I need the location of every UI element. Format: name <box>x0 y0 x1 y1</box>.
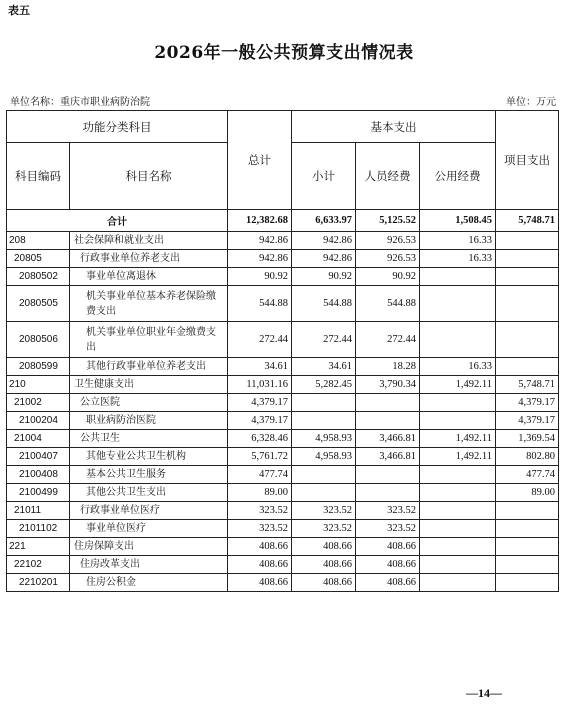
code-cell: 21011 <box>7 502 70 520</box>
name-cell: 事业单位离退休 <box>70 268 228 286</box>
name-cell: 其他专业公共卫生机构 <box>70 448 228 466</box>
name-cell: 住房保障支出 <box>70 538 228 556</box>
table-row <box>7 394 559 412</box>
table-row <box>7 430 559 448</box>
table-row <box>7 358 559 376</box>
table-row <box>7 232 559 250</box>
code-cell: 2080502 <box>7 268 70 286</box>
table-row <box>7 268 559 286</box>
project-cell: 4,379.17 <box>496 412 559 430</box>
code-cell: 2100204 <box>7 412 70 430</box>
personnel-cell: 323.52 <box>356 520 420 538</box>
total-cell: 6,328.46 <box>228 430 292 448</box>
name-cell: 基本公共卫生服务 <box>70 466 228 484</box>
code-cell: 2210201 <box>7 574 70 592</box>
public-cell <box>420 574 496 592</box>
code-cell: 208 <box>7 232 70 250</box>
code-cell: 2100499 <box>7 484 70 502</box>
public-cell: 1,492.11 <box>420 448 496 466</box>
project-cell <box>496 232 559 250</box>
total-cell: 4,379.17 <box>228 412 292 430</box>
table-row <box>7 466 559 484</box>
name-cell: 社会保障和就业支出 <box>70 232 228 250</box>
project-cell: 477.74 <box>496 466 559 484</box>
personnel-cell: 408.66 <box>356 574 420 592</box>
table-row <box>7 448 559 466</box>
public-cell <box>420 394 496 412</box>
total-project: 5,748.71 <box>496 210 559 232</box>
name-cell: 公立医院 <box>70 394 228 412</box>
code-cell: 21002 <box>7 394 70 412</box>
total-cell: 272.44 <box>228 322 292 358</box>
name-cell: 机关事业单位职业年金缴费支出 <box>70 322 228 358</box>
code-cell: 2101102 <box>7 520 70 538</box>
subtotal-cell: 942.86 <box>292 250 356 268</box>
personnel-cell: 272.44 <box>356 322 420 358</box>
code-cell: 2080506 <box>7 322 70 358</box>
subtotal-cell: 5,282.45 <box>292 376 356 394</box>
personnel-cell: 926.53 <box>356 232 420 250</box>
subtotal-cell <box>292 394 356 412</box>
subtotal-cell: 4,958.93 <box>292 448 356 466</box>
code-cell: 2080599 <box>7 358 70 376</box>
page-title: 2026年一般公共预算支出情况表 <box>154 43 414 63</box>
total-cell: 408.66 <box>228 538 292 556</box>
total-cell: 323.52 <box>228 520 292 538</box>
subtotal-cell: 408.66 <box>292 556 356 574</box>
total-cell: 5,761.72 <box>228 448 292 466</box>
table-row <box>7 322 559 358</box>
project-cell <box>496 268 559 286</box>
name-cell: 其他公共卫生支出 <box>70 484 228 502</box>
personnel-cell: 408.66 <box>356 538 420 556</box>
subtotal-cell: 942.86 <box>292 232 356 250</box>
total-personnel: 5,125.52 <box>356 210 420 232</box>
project-cell <box>496 538 559 556</box>
total-row <box>7 210 559 232</box>
subtotal-cell <box>292 412 356 430</box>
header-subtotal: 小计 <box>292 143 356 210</box>
subtotal-cell: 323.52 <box>292 520 356 538</box>
total-cell: 477.74 <box>228 466 292 484</box>
personnel-cell: 3,466.81 <box>356 448 420 466</box>
project-cell <box>496 520 559 538</box>
header-personnel: 人员经费 <box>356 143 420 210</box>
total-cell: 89.00 <box>228 484 292 502</box>
public-cell: 16.33 <box>420 358 496 376</box>
subtotal-cell: 408.66 <box>292 538 356 556</box>
table-label: 表五 <box>8 4 30 17</box>
header-basic: 基本支出 <box>292 111 496 143</box>
personnel-cell: 544.88 <box>356 286 420 322</box>
name-cell: 住房公积金 <box>70 574 228 592</box>
public-cell <box>420 412 496 430</box>
public-cell <box>420 322 496 358</box>
public-cell <box>420 466 496 484</box>
name-cell: 机关事业单位基本养老保险缴费支出 <box>70 286 228 322</box>
header-func-class: 功能分类科目 <box>7 111 228 143</box>
subtotal-cell: 544.88 <box>292 286 356 322</box>
public-cell: 1,492.11 <box>420 430 496 448</box>
public-cell <box>420 286 496 322</box>
name-cell: 卫生健康支出 <box>70 376 228 394</box>
project-cell <box>496 358 559 376</box>
subtotal-cell <box>292 484 356 502</box>
name-cell: 行政事业单位医疗 <box>70 502 228 520</box>
code-cell: 2100408 <box>7 466 70 484</box>
personnel-cell: 90.92 <box>356 268 420 286</box>
personnel-cell: 408.66 <box>356 556 420 574</box>
code-cell: 210 <box>7 376 70 394</box>
code-cell: 22102 <box>7 556 70 574</box>
header-public: 公用经费 <box>420 143 496 210</box>
total-cell: 544.88 <box>228 286 292 322</box>
subtotal-cell: 34.61 <box>292 358 356 376</box>
code-cell: 21004 <box>7 430 70 448</box>
total-total: 12,382.68 <box>228 210 292 232</box>
table-row <box>7 538 559 556</box>
project-cell: 1,369.54 <box>496 430 559 448</box>
budget-table <box>6 110 559 592</box>
total-label: 合计 <box>7 210 228 232</box>
unit-name: 单位名称：重庆市职业病防治院 <box>10 97 150 108</box>
public-cell: 1,492.11 <box>420 376 496 394</box>
name-cell: 住房改革支出 <box>70 556 228 574</box>
header-name: 科目名称 <box>70 143 228 210</box>
table-row <box>7 484 559 502</box>
project-cell <box>496 322 559 358</box>
subtotal-cell: 90.92 <box>292 268 356 286</box>
personnel-cell <box>356 412 420 430</box>
name-cell: 职业病防治医院 <box>70 412 228 430</box>
table-row <box>7 556 559 574</box>
public-cell <box>420 502 496 520</box>
public-cell <box>420 268 496 286</box>
total-cell: 408.66 <box>228 574 292 592</box>
code-cell: 20805 <box>7 250 70 268</box>
table-row <box>7 250 559 268</box>
project-cell: 802.80 <box>496 448 559 466</box>
personnel-cell <box>356 394 420 412</box>
project-cell <box>496 574 559 592</box>
personnel-cell: 3,790.34 <box>356 376 420 394</box>
personnel-cell <box>356 466 420 484</box>
public-cell: 16.33 <box>420 232 496 250</box>
table-row <box>7 502 559 520</box>
project-cell <box>496 502 559 520</box>
subtotal-cell <box>292 466 356 484</box>
page-number: —14— <box>466 686 502 700</box>
name-cell: 行政事业单位养老支出 <box>70 250 228 268</box>
public-cell <box>420 484 496 502</box>
code-cell: 2100407 <box>7 448 70 466</box>
code-cell: 221 <box>7 538 70 556</box>
subtotal-cell: 4,958.93 <box>292 430 356 448</box>
project-cell <box>496 556 559 574</box>
personnel-cell: 323.52 <box>356 502 420 520</box>
project-cell <box>496 286 559 322</box>
table-row <box>7 520 559 538</box>
table-row <box>7 574 559 592</box>
header-code: 科目编码 <box>7 143 70 210</box>
project-cell: 4,379.17 <box>496 394 559 412</box>
total-cell: 323.52 <box>228 502 292 520</box>
project-cell: 5,748.71 <box>496 376 559 394</box>
name-cell: 事业单位医疗 <box>70 520 228 538</box>
subtotal-cell: 323.52 <box>292 502 356 520</box>
header-project: 项目支出 <box>496 111 559 210</box>
personnel-cell <box>356 484 420 502</box>
name-cell: 其他行政事业单位养老支出 <box>70 358 228 376</box>
unit-money: 单位：万元 <box>506 97 556 108</box>
public-cell: 16.33 <box>420 250 496 268</box>
personnel-cell: 18.28 <box>356 358 420 376</box>
total-cell: 408.66 <box>228 556 292 574</box>
project-cell: 89.00 <box>496 484 559 502</box>
public-cell <box>420 520 496 538</box>
total-public: 1,508.45 <box>420 210 496 232</box>
code-cell: 2080505 <box>7 286 70 322</box>
subtotal-cell: 272.44 <box>292 322 356 358</box>
table-row <box>7 376 559 394</box>
table-row <box>7 412 559 430</box>
subtotal-cell: 408.66 <box>292 574 356 592</box>
personnel-cell: 3,466.81 <box>356 430 420 448</box>
name-cell: 公共卫生 <box>70 430 228 448</box>
public-cell <box>420 538 496 556</box>
total-cell: 942.86 <box>228 250 292 268</box>
header-total: 总计 <box>228 111 292 210</box>
table-row <box>7 286 559 322</box>
total-subtotal: 6,633.97 <box>292 210 356 232</box>
total-cell: 90.92 <box>228 268 292 286</box>
personnel-cell: 926.53 <box>356 250 420 268</box>
total-cell: 11,031.16 <box>228 376 292 394</box>
total-cell: 34.61 <box>228 358 292 376</box>
total-cell: 4,379.17 <box>228 394 292 412</box>
project-cell <box>496 250 559 268</box>
public-cell <box>420 556 496 574</box>
total-cell: 942.86 <box>228 232 292 250</box>
